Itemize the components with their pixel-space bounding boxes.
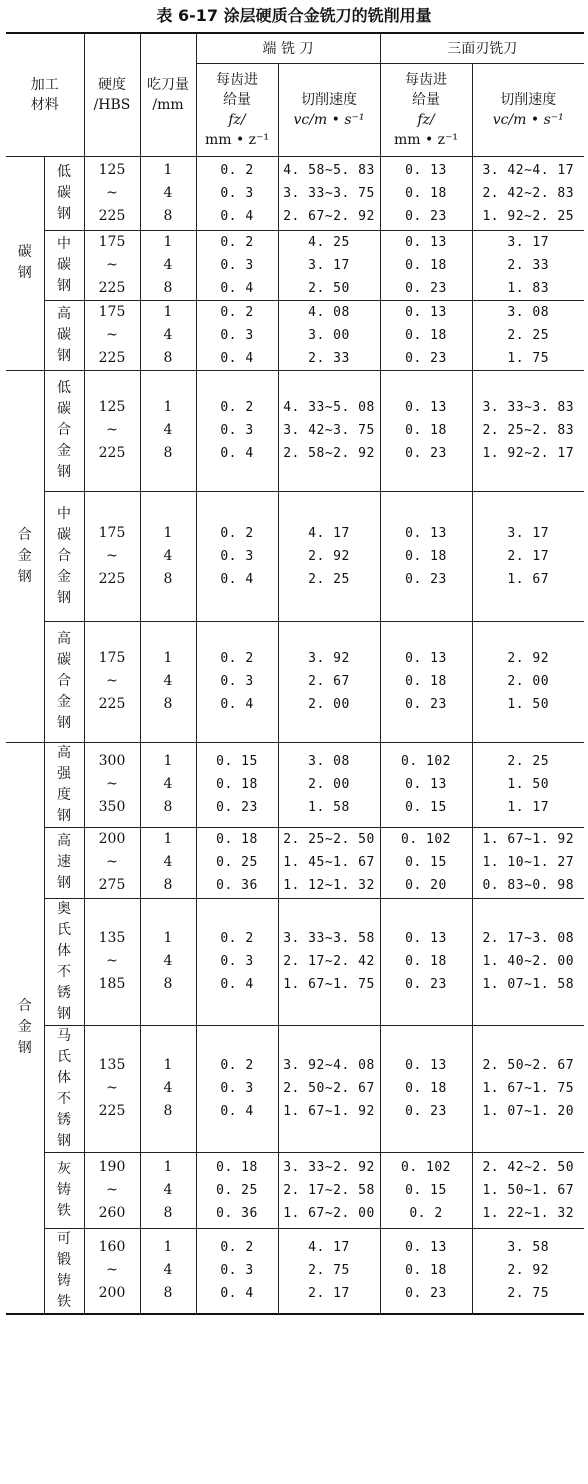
end-mill-speed-cell: 4. 25 3. 17 2. 50 <box>278 230 380 300</box>
three-side-feed-cell: 0. 13 0. 18 0. 23 <box>380 1025 472 1152</box>
three-side-speed-cell: 2. 92 2. 00 1. 50 <box>472 621 584 742</box>
three-side-feed-cell: 0. 102 0. 15 0. 20 <box>380 827 472 898</box>
three-side-feed-cell: 0. 13 0. 18 0. 23 <box>380 898 472 1025</box>
material-name: 高 速 钢 <box>44 827 84 898</box>
end-mill-speed-cell: 3. 33~2. 92 2. 17~2. 58 1. 67~2. 00 <box>278 1152 380 1228</box>
material-name: 中 碳 钢 <box>44 230 84 300</box>
header-three-side-feed: 每齿进 给量 fz/ mm • z⁻¹ <box>380 63 472 156</box>
material-name: 中 碳 合 金 钢 <box>44 491 84 621</box>
end-mill-speed-cell: 4. 17 2. 75 2. 17 <box>278 1228 380 1314</box>
material-name: 高 碳 合 金 钢 <box>44 621 84 742</box>
group-label: 合 金 钢 <box>6 370 44 742</box>
header-material: 加工 材料 <box>6 33 84 156</box>
header-end-mill-feed: 每齿进 给量 fz/ mm • z⁻¹ <box>196 63 278 156</box>
end-mill-speed-cell: 3. 92 2. 67 2. 00 <box>278 621 380 742</box>
hardness-cell: 135 ~ 225 <box>84 1025 140 1152</box>
end-mill-feed-cell: 0. 18 0. 25 0. 36 <box>196 827 278 898</box>
three-side-speed-cell: 2. 17~3. 08 1. 40~2. 00 1. 07~1. 58 <box>472 898 584 1025</box>
group-label: 碳 钢 <box>6 156 44 370</box>
end-mill-feed-cell: 0. 2 0. 3 0. 4 <box>196 1228 278 1314</box>
table-row <box>6 300 584 370</box>
three-side-speed-cell: 2. 42~2. 50 1. 50~1. 67 1. 22~1. 32 <box>472 1152 584 1228</box>
three-side-speed-cell: 3. 42~4. 17 2. 42~2. 83 1. 92~2. 25 <box>472 156 584 230</box>
end-mill-feed-cell: 0. 2 0. 3 0. 4 <box>196 491 278 621</box>
depth-cell: 1 4 8 <box>140 827 196 898</box>
three-side-feed-cell: 0. 13 0. 18 0. 23 <box>380 1228 472 1314</box>
three-side-speed-cell: 3. 58 2. 92 2. 75 <box>472 1228 584 1314</box>
three-side-speed-cell: 2. 25 1. 50 1. 17 <box>472 742 584 827</box>
hardness-cell: 200 ~ 275 <box>84 827 140 898</box>
table-row <box>6 491 584 621</box>
table-row <box>6 1152 584 1228</box>
end-mill-feed-cell: 0. 2 0. 3 0. 4 <box>196 898 278 1025</box>
end-mill-feed-cell: 0. 2 0. 3 0. 4 <box>196 1025 278 1152</box>
material-name: 高 碳 钢 <box>44 300 84 370</box>
three-side-speed-cell: 3. 17 2. 17 1. 67 <box>472 491 584 621</box>
hardness-cell: 175 ~ 225 <box>84 491 140 621</box>
hardness-cell: 135 ~ 185 <box>84 898 140 1025</box>
depth-cell: 1 4 8 <box>140 1228 196 1314</box>
material-name: 高 强 度 钢 <box>44 742 84 827</box>
table-title: 表 6-17 涂层硬质合金铣刀的铣削用量 <box>156 6 432 25</box>
three-side-speed-cell: 2. 50~2. 67 1. 67~1. 75 1. 07~1. 20 <box>472 1025 584 1152</box>
three-side-feed-cell: 0. 13 0. 18 0. 23 <box>380 230 472 300</box>
three-side-speed-cell: 3. 08 2. 25 1. 75 <box>472 300 584 370</box>
table-row <box>6 621 584 742</box>
table-row <box>6 1025 584 1152</box>
material-name: 低 碳 合 金 钢 <box>44 370 84 491</box>
depth-cell: 1 4 8 <box>140 621 196 742</box>
depth-cell: 1 4 8 <box>140 491 196 621</box>
material-name: 奥 氏 体 不 锈 钢 <box>44 898 84 1025</box>
end-mill-speed-cell: 3. 92~4. 08 2. 50~2. 67 1. 67~1. 92 <box>278 1025 380 1152</box>
hardness-cell: 300 ~ 350 <box>84 742 140 827</box>
hardness-cell: 190 ~ 260 <box>84 1152 140 1228</box>
three-side-speed-cell: 3. 33~3. 83 2. 25~2. 83 1. 92~2. 17 <box>472 370 584 491</box>
table-row <box>6 1228 584 1314</box>
header-three-side-mill: 三面刃铣刀 <box>380 33 584 63</box>
material-name: 马 氏 体 不 锈 钢 <box>44 1025 84 1152</box>
three-side-feed-cell: 0. 13 0. 18 0. 23 <box>380 370 472 491</box>
table-row <box>6 827 584 898</box>
header-depth: 吃刀量 /mm <box>140 33 196 156</box>
end-mill-speed-cell: 3. 33~3. 58 2. 17~2. 42 1. 67~1. 75 <box>278 898 380 1025</box>
table-row <box>6 230 584 300</box>
end-mill-feed-cell: 0. 18 0. 25 0. 36 <box>196 1152 278 1228</box>
three-side-feed-cell: 0. 13 0. 18 0. 23 <box>380 300 472 370</box>
end-mill-feed-cell: 0. 2 0. 3 0. 4 <box>196 156 278 230</box>
depth-cell: 1 4 8 <box>140 156 196 230</box>
header-end-mill: 端 铣 刀 <box>196 33 380 63</box>
end-mill-feed-cell: 0. 2 0. 3 0. 4 <box>196 621 278 742</box>
three-side-feed-cell: 0. 13 0. 18 0. 23 <box>380 156 472 230</box>
end-mill-feed-cell: 0. 2 0. 3 0. 4 <box>196 300 278 370</box>
header-end-mill-speed: 切削速度 vc/m • s⁻¹ <box>278 63 380 156</box>
end-mill-feed-cell: 0. 15 0. 18 0. 23 <box>196 742 278 827</box>
header-hardness: 硬度 /HBS <box>84 33 140 156</box>
three-side-feed-cell: 0. 13 0. 18 0. 23 <box>380 491 472 621</box>
table-row <box>6 742 584 827</box>
end-mill-speed-cell: 4. 17 2. 92 2. 25 <box>278 491 380 621</box>
table-row <box>6 370 584 491</box>
material-name: 灰 铸 铁 <box>44 1152 84 1228</box>
end-mill-speed-cell: 4. 08 3. 00 2. 33 <box>278 300 380 370</box>
table-body <box>6 156 584 1314</box>
end-mill-feed-cell: 0. 2 0. 3 0. 4 <box>196 230 278 300</box>
end-mill-speed-cell: 3. 08 2. 00 1. 58 <box>278 742 380 827</box>
material-name: 低 碳 钢 <box>44 156 84 230</box>
hardness-cell: 160 ~ 200 <box>84 1228 140 1314</box>
depth-cell: 1 4 8 <box>140 898 196 1025</box>
hardness-cell: 175 ~ 225 <box>84 621 140 742</box>
end-mill-speed-cell: 4. 33~5. 08 3. 42~3. 75 2. 58~2. 92 <box>278 370 380 491</box>
depth-cell: 1 4 8 <box>140 230 196 300</box>
end-mill-speed-cell: 2. 25~2. 50 1. 45~1. 67 1. 12~1. 32 <box>278 827 380 898</box>
end-mill-speed-cell: 4. 58~5. 83 3. 33~3. 75 2. 67~2. 92 <box>278 156 380 230</box>
depth-cell: 1 4 8 <box>140 742 196 827</box>
group-label: 合 金 钢 <box>6 742 44 1314</box>
hardness-cell: 125 ~ 225 <box>84 156 140 230</box>
hardness-cell: 125 ~ 225 <box>84 370 140 491</box>
end-mill-feed-cell: 0. 2 0. 3 0. 4 <box>196 370 278 491</box>
hardness-cell: 175 ~ 225 <box>84 300 140 370</box>
depth-cell: 1 4 8 <box>140 300 196 370</box>
depth-cell: 1 4 8 <box>140 1025 196 1152</box>
table-row <box>6 156 584 230</box>
three-side-speed-cell: 1. 67~1. 92 1. 10~1. 27 0. 83~0. 98 <box>472 827 584 898</box>
depth-cell: 1 4 8 <box>140 370 196 491</box>
three-side-feed-cell: 0. 102 0. 15 0. 2 <box>380 1152 472 1228</box>
depth-cell: 1 4 8 <box>140 1152 196 1228</box>
cutting-parameters-table <box>6 32 584 1315</box>
three-side-feed-cell: 0. 102 0. 13 0. 15 <box>380 742 472 827</box>
three-side-speed-cell: 3. 17 2. 33 1. 83 <box>472 230 584 300</box>
three-side-feed-cell: 0. 13 0. 18 0. 23 <box>380 621 472 742</box>
header-three-side-speed: 切削速度 vc/m • s⁻¹ <box>472 63 584 156</box>
hardness-cell: 175 ~ 225 <box>84 230 140 300</box>
material-name: 可 锻 铸 铁 <box>44 1228 84 1314</box>
table-row <box>6 898 584 1025</box>
